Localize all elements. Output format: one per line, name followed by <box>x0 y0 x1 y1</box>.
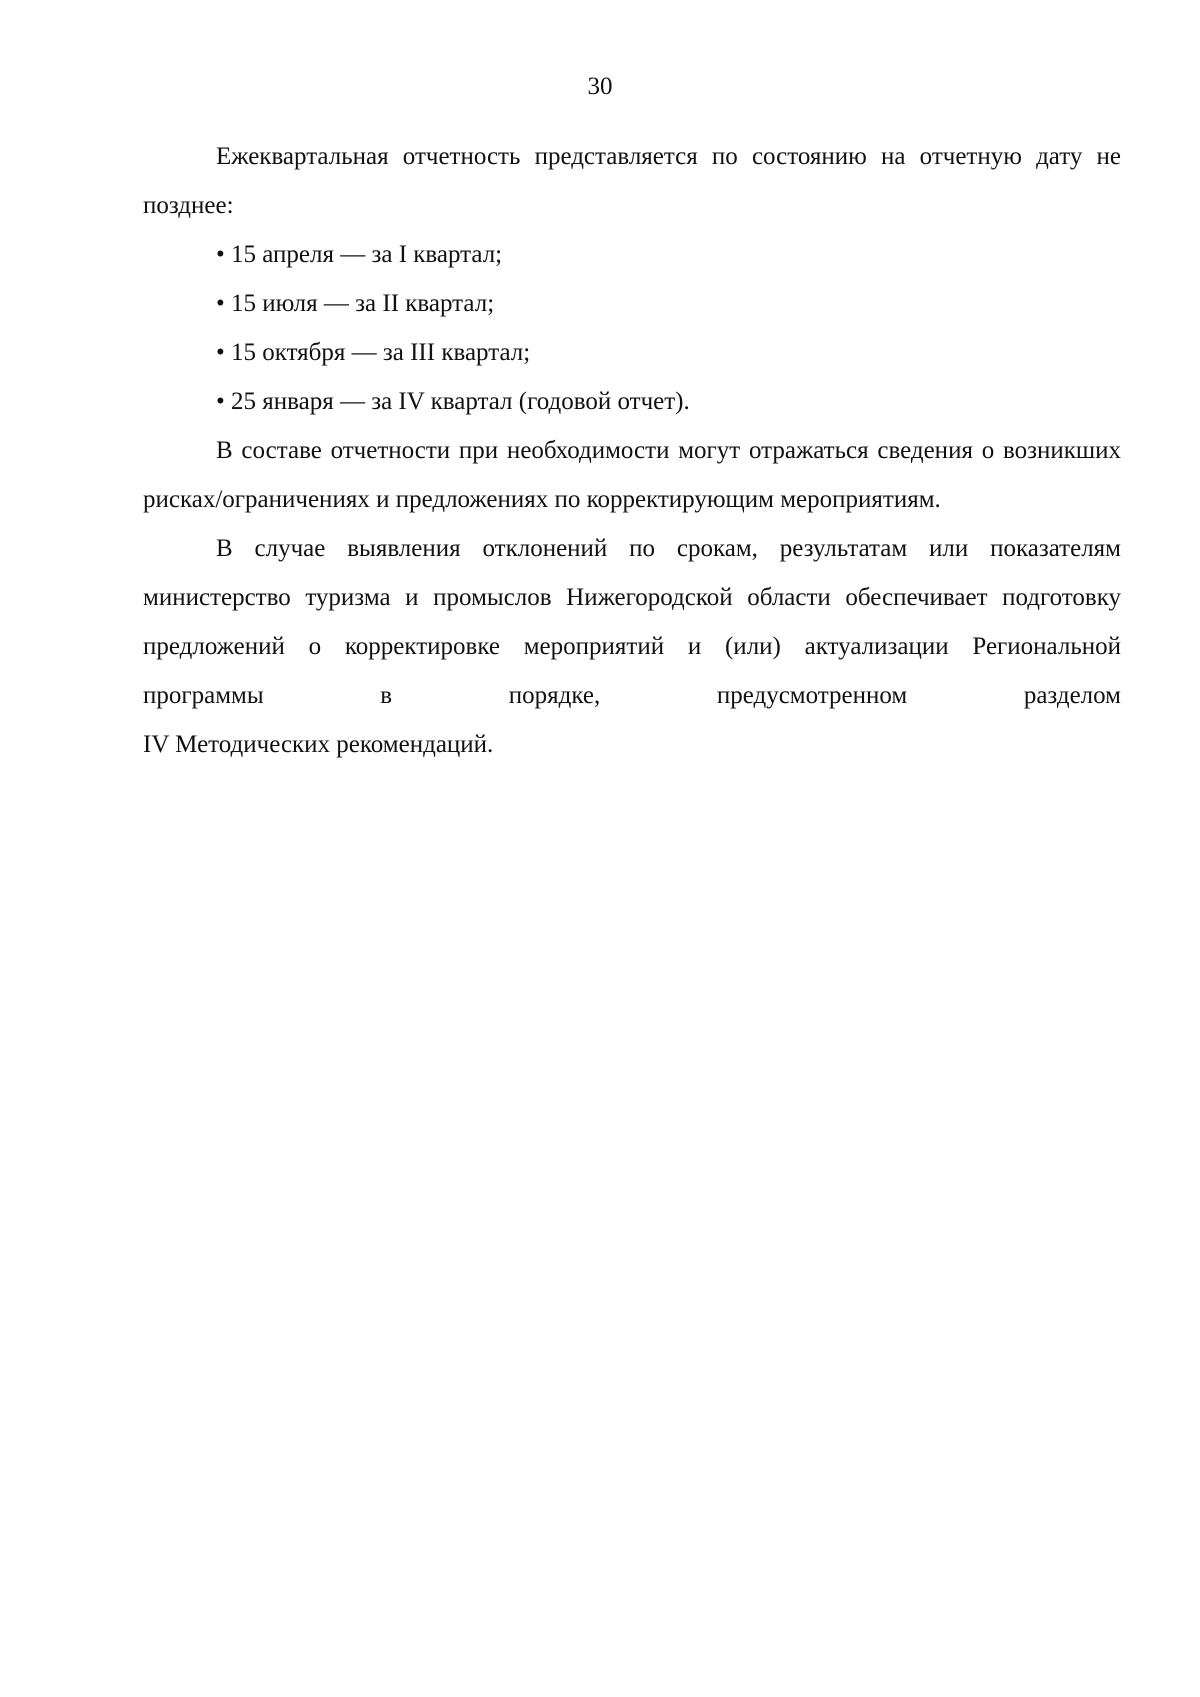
paragraph-deviations-end: IV Методических рекомендаций. <box>143 731 494 758</box>
deadline-item-q2: • 15 июля — за II квартал; <box>216 290 495 317</box>
paragraph-deviations: В случае выявления отклонений по срокам, результатам или показателям министерство туризма и промыслов Нижегородской области обеспечивает подготовку предложений о корректировке мероприятий и (или) актуализации Региональной программы в порядке, предусмотренном разделом <box>143 535 1121 709</box>
paragraph-risks: В составе отчетности при необходимости могут отражаться сведения о возникших рисках/ограничениях и предложениях по корректирующим мероприятиям. <box>143 437 1121 513</box>
deadline-item-q1: • 15 апреля — за I квартал; <box>216 241 503 268</box>
deadline-item-q3: • 15 октября — за III квартал; <box>216 339 531 366</box>
document-body <box>143 132 1121 769</box>
paragraph-quarterly-reporting: Ежеквартальная отчетность представляется по состоянию на отчетную дату не позднее: <box>143 143 1121 219</box>
deadline-list <box>143 230 1121 426</box>
deadline-item-q4: • 25 января — за IV квартал (годовой отчет). <box>216 388 690 415</box>
page-number: 30 <box>587 73 613 100</box>
